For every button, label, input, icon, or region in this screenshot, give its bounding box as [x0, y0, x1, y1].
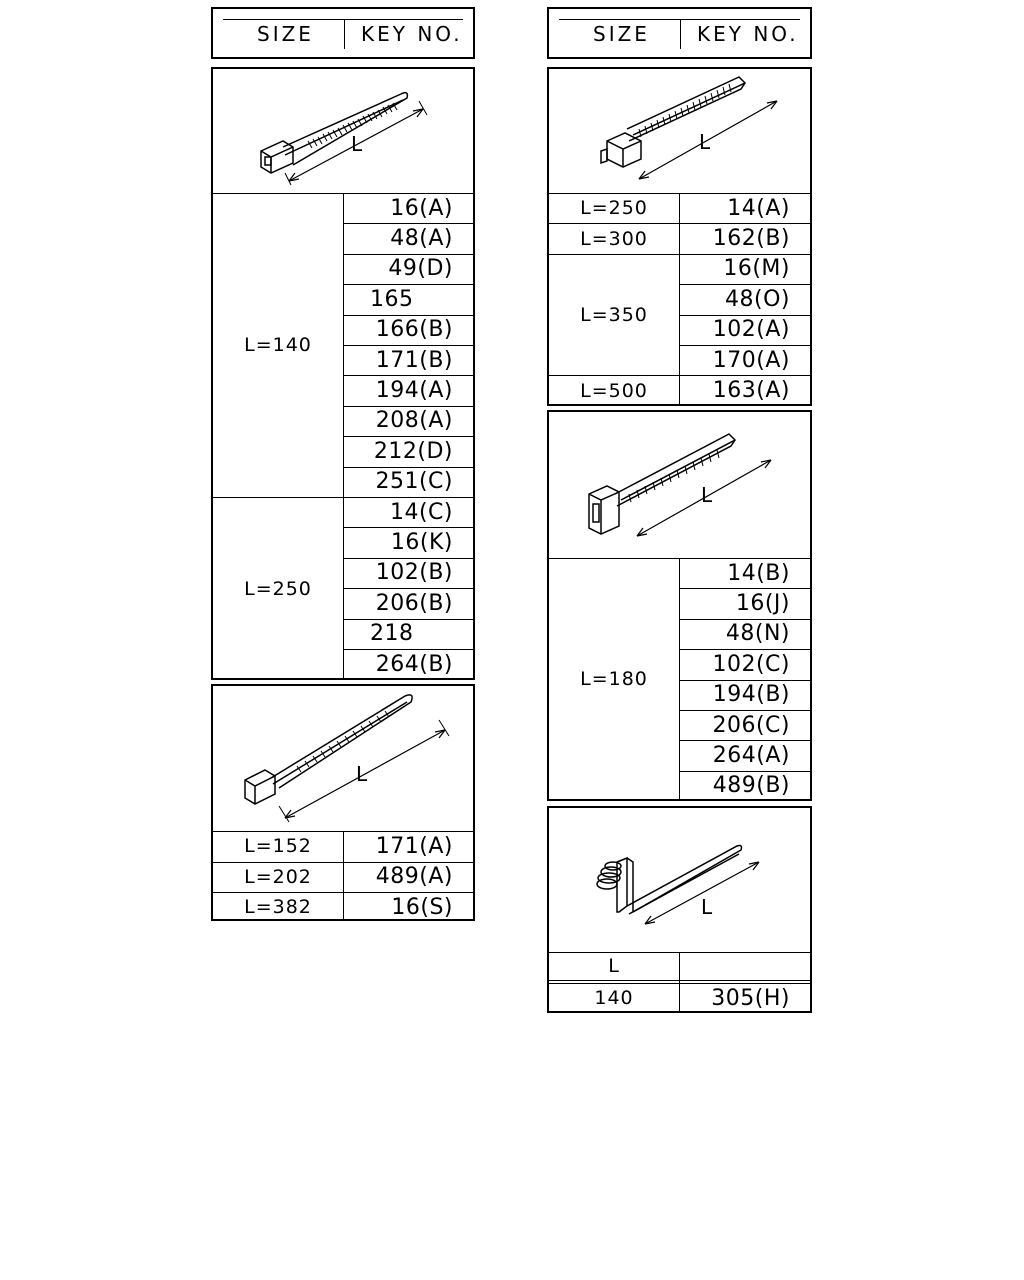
- key-cell: 264(A): [712, 743, 790, 769]
- size-cell: L=152: [244, 835, 312, 858]
- size-cell: L=250: [580, 197, 648, 220]
- key-cell: 102(B): [375, 560, 453, 586]
- right-group3-panel: [547, 806, 812, 1013]
- cable-tie-diagram-4: [549, 412, 810, 558]
- cable-tie-diagram-2: [213, 686, 473, 831]
- header-row-rule: [549, 980, 810, 981]
- right-group1-panel: [547, 67, 812, 406]
- key-cell: 165: [370, 286, 414, 312]
- size-cell-l140: L=140: [244, 334, 312, 356]
- size-cell-l180: L=180: [580, 667, 648, 690]
- size-cell: L=500: [580, 379, 648, 402]
- key-cell: 16(M): [723, 256, 790, 282]
- key-cell: 206(B): [375, 590, 453, 616]
- cable-tie-diagram-3: [549, 69, 810, 193]
- size-column-header: SIZE: [593, 22, 650, 46]
- key-cell: 489(B): [712, 773, 790, 799]
- size-cell: L=382: [244, 896, 312, 919]
- key-cell: 251(C): [375, 469, 453, 495]
- size-cell: L=202: [244, 865, 312, 888]
- key-cell: 14(B): [727, 560, 790, 586]
- key-cell: 16(A): [390, 195, 453, 221]
- key-cell: 218: [370, 621, 414, 647]
- key-cell: 163(A): [712, 378, 790, 404]
- size-cell-l250: L=250: [244, 577, 312, 600]
- key-cell: 166(B): [375, 317, 453, 343]
- key-cell: 171(A): [375, 833, 453, 859]
- key-cell: 264(B): [375, 651, 453, 677]
- size-column-header: SIZE: [257, 22, 314, 46]
- key-column-header: KEY NO.: [361, 22, 463, 46]
- header-divider: [680, 19, 681, 49]
- clip-bracket-diagram: [549, 808, 810, 952]
- left-group1-panel: [211, 67, 475, 680]
- right-header-box: [547, 7, 812, 59]
- dimension-label: L: [701, 895, 713, 919]
- key-cell: 305(H): [711, 985, 790, 1011]
- key-cell: 102(A): [712, 317, 790, 343]
- size-cell-140: 140: [594, 987, 634, 1009]
- size-cell: L=300: [580, 227, 648, 250]
- header-rule: [223, 19, 463, 20]
- key-cell: 14(A): [727, 195, 790, 221]
- l-column-header: L: [608, 955, 620, 977]
- key-cell: 208(A): [375, 408, 453, 434]
- key-cell: 48(N): [725, 621, 790, 647]
- key-cell: 162(B): [712, 226, 790, 252]
- key-cell: 102(C): [712, 651, 790, 677]
- left-header-box: [211, 7, 475, 59]
- key-cell: 206(C): [712, 712, 790, 738]
- key-cell: 49(D): [388, 256, 453, 282]
- right-group2-panel: [547, 410, 812, 801]
- key-cell: 194(B): [712, 682, 790, 708]
- key-cell: 170(A): [712, 347, 790, 373]
- dimension-label: L: [701, 483, 713, 507]
- left-group2-panel: [211, 684, 475, 921]
- dimension-label: L: [699, 130, 711, 154]
- key-cell: 171(B): [375, 347, 453, 373]
- dimension-label: L: [356, 762, 368, 786]
- key-cell: 16(K): [390, 530, 453, 556]
- key-column-header: KEY NO.: [697, 22, 799, 46]
- dimension-label: L: [351, 132, 363, 156]
- key-cell: 489(A): [375, 864, 453, 890]
- key-cell: 16(J): [735, 591, 790, 617]
- key-cell: 194(A): [375, 378, 453, 404]
- key-cell: 16(S): [391, 894, 453, 920]
- key-cell: 48(O): [725, 286, 790, 312]
- size-cell: L=350: [580, 303, 648, 326]
- key-cell: 14(C): [389, 499, 453, 525]
- key-cell: 48(A): [390, 226, 453, 252]
- key-cell: 212(D): [373, 438, 453, 464]
- cable-tie-diagram-1: [213, 69, 473, 193]
- header-divider: [344, 19, 345, 49]
